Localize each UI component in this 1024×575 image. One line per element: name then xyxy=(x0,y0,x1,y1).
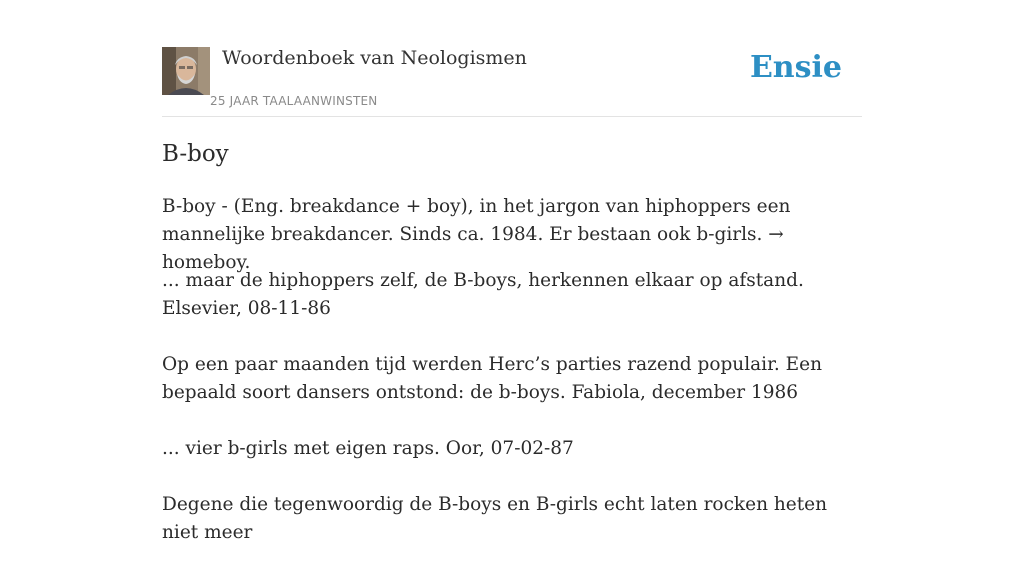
source-subtitle: 25 JAAR TAALAANWINSTEN xyxy=(210,94,378,108)
source-header xyxy=(162,0,862,117)
quote-item: Op een paar maanden tijd werden Herc’s parties razend populair. Een bepaald soort dansers ontstond: de b-boys. Fabiola, december 1986 xyxy=(162,354,823,403)
ensie-logo-link[interactable]: Ensie xyxy=(749,50,842,85)
entry-title: B-boy xyxy=(162,141,229,167)
quote-item: Degene die tegenwoordig de B-boys en B-girls echt laten rocken heten niet meer xyxy=(162,494,828,543)
author-portrait-icon xyxy=(162,47,210,95)
entry-definition: B-boy - (Eng. breakdance + boy), in het jargon van hiphoppers een mannelijke breakdancer. Sinds ca. 1984. Er bestaan ook b-girls. → homeboy. xyxy=(162,196,791,273)
source-title[interactable]: Woordenboek van Neologismen xyxy=(222,47,527,69)
author-avatar[interactable] xyxy=(162,47,210,95)
quote-item: ... maar de hiphoppers zelf, de B-boys, herkennen elkaar op afstand. Elsevier, 08-11-86 xyxy=(162,270,804,319)
quote-item: ... vier b-girls met eigen raps. Oor, 07-02-87 xyxy=(162,438,574,459)
quotes-list xyxy=(162,267,862,575)
page xyxy=(162,0,862,543)
